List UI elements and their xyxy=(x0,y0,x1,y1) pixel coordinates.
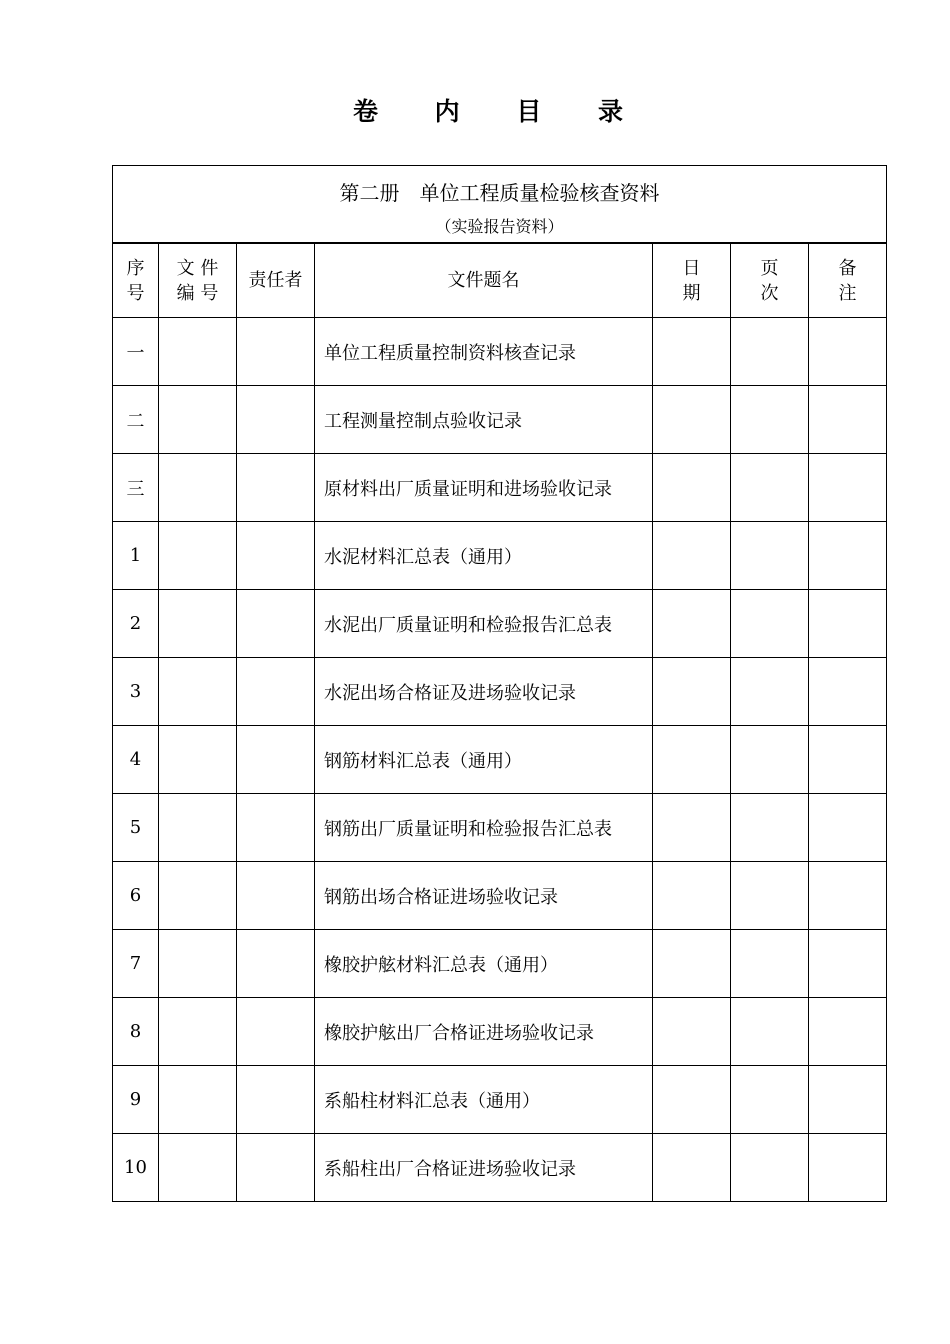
header-row xyxy=(113,243,887,318)
cell-title: 水泥出厂质量证明和检验报告汇总表 xyxy=(315,590,653,658)
table-row xyxy=(113,658,887,726)
cell-title: 水泥出场合格证及进场验收记录 xyxy=(315,658,653,726)
cell-date xyxy=(653,454,731,522)
cell-responsible xyxy=(237,386,315,454)
header-page-line1: 页 xyxy=(760,257,779,279)
cell-doc-no xyxy=(159,454,237,522)
cell-seq: 二 xyxy=(113,386,159,454)
cell-page xyxy=(731,658,809,726)
cell-title: 工程测量控制点验收记录 xyxy=(315,386,653,454)
cell-title: 钢筋出厂质量证明和检验报告汇总表 xyxy=(315,794,653,862)
cell-seq: 8 xyxy=(113,998,159,1066)
cell-title: 橡胶护舷材料汇总表（通用） xyxy=(315,930,653,998)
cell-responsible xyxy=(237,1066,315,1134)
cell-doc-no xyxy=(159,998,237,1066)
table-row xyxy=(113,726,887,794)
header-responsible: 责任者 xyxy=(237,243,315,318)
cell-responsible xyxy=(237,726,315,794)
cell-remark xyxy=(809,522,887,590)
cell-doc-no xyxy=(159,658,237,726)
cell-responsible xyxy=(237,318,315,386)
cell-responsible xyxy=(237,522,315,590)
cell-title: 原材料出厂质量证明和进场验收记录 xyxy=(315,454,653,522)
cell-remark xyxy=(809,318,887,386)
table-row xyxy=(113,1066,887,1134)
cell-remark xyxy=(809,454,887,522)
cell-responsible xyxy=(237,1134,315,1202)
table-row xyxy=(113,454,887,522)
header-remark-line1: 备 xyxy=(838,257,857,279)
cell-page xyxy=(731,930,809,998)
cell-doc-no xyxy=(159,318,237,386)
cell-page xyxy=(731,522,809,590)
cell-doc-no xyxy=(159,862,237,930)
cell-date xyxy=(653,726,731,794)
cell-remark xyxy=(809,726,887,794)
page-title: 卷 内 目 录 xyxy=(352,97,648,126)
header-date-line1: 日 xyxy=(682,257,701,279)
header-doc-no-line1: 文 件 xyxy=(176,257,219,279)
cell-page xyxy=(731,1134,809,1202)
cell-seq: 7 xyxy=(113,930,159,998)
cell-seq: 一 xyxy=(113,318,159,386)
table-row xyxy=(113,386,887,454)
cell-date xyxy=(653,998,731,1066)
table-row xyxy=(113,318,887,386)
cell-responsible xyxy=(237,998,315,1066)
cell-title: 钢筋出场合格证进场验收记录 xyxy=(315,862,653,930)
cell-page xyxy=(731,318,809,386)
table-row xyxy=(113,862,887,930)
cell-title: 钢筋材料汇总表（通用） xyxy=(315,726,653,794)
cell-responsible xyxy=(237,794,315,862)
cell-responsible xyxy=(237,590,315,658)
cell-doc-no xyxy=(159,794,237,862)
cell-date xyxy=(653,522,731,590)
cell-page xyxy=(731,862,809,930)
cell-remark xyxy=(809,794,887,862)
cell-doc-no xyxy=(159,386,237,454)
cell-date xyxy=(653,658,731,726)
cell-date xyxy=(653,1134,731,1202)
cell-page xyxy=(731,726,809,794)
table-row xyxy=(113,930,887,998)
cell-date xyxy=(653,590,731,658)
table-row xyxy=(113,522,887,590)
cell-remark xyxy=(809,862,887,930)
volume-subtitle: （实验报告资料） xyxy=(435,217,564,236)
cell-date xyxy=(653,386,731,454)
cell-seq: 3 xyxy=(113,658,159,726)
header-seq xyxy=(113,243,159,318)
cell-doc-no xyxy=(159,1066,237,1134)
cell-responsible xyxy=(237,658,315,726)
header-remark-line2: 注 xyxy=(838,282,857,304)
cell-responsible xyxy=(237,454,315,522)
cell-remark xyxy=(809,590,887,658)
header-remark xyxy=(809,243,887,318)
cell-title: 单位工程质量控制资料核查记录 xyxy=(315,318,653,386)
cell-seq: 1 xyxy=(113,522,159,590)
banner-cell xyxy=(113,166,887,244)
cell-page xyxy=(731,386,809,454)
cell-remark xyxy=(809,1066,887,1134)
cell-doc-no xyxy=(159,726,237,794)
cell-page xyxy=(731,794,809,862)
cell-title: 橡胶护舷出厂合格证进场验收记录 xyxy=(315,998,653,1066)
cell-seq: 6 xyxy=(113,862,159,930)
header-date-line2: 期 xyxy=(682,282,701,304)
cell-page xyxy=(731,454,809,522)
header-doc-no xyxy=(159,243,237,318)
cell-seq: 10 xyxy=(113,1134,159,1202)
banner-row xyxy=(113,166,887,244)
cell-date xyxy=(653,862,731,930)
header-title: 文件题名 xyxy=(315,243,653,318)
header-page-line2: 次 xyxy=(760,282,779,304)
cell-seq: 5 xyxy=(113,794,159,862)
cell-page xyxy=(731,590,809,658)
cell-remark xyxy=(809,930,887,998)
cell-remark xyxy=(809,386,887,454)
cell-responsible xyxy=(237,930,315,998)
catalog-table xyxy=(112,165,887,1202)
cell-date xyxy=(653,930,731,998)
cell-responsible xyxy=(237,862,315,930)
volume-title: 第二册 单位工程质量检验核查资料 xyxy=(339,181,660,205)
header-doc-no-line2: 编 号 xyxy=(176,282,219,304)
cell-remark xyxy=(809,1134,887,1202)
cell-doc-no xyxy=(159,1134,237,1202)
cell-seq: 2 xyxy=(113,590,159,658)
cell-title: 系船柱出厂合格证进场验收记录 xyxy=(315,1134,653,1202)
cell-doc-no xyxy=(159,930,237,998)
cell-title: 水泥材料汇总表（通用） xyxy=(315,522,653,590)
cell-date xyxy=(653,318,731,386)
cell-remark xyxy=(809,658,887,726)
header-seq-line1: 序 xyxy=(126,257,145,279)
cell-page xyxy=(731,998,809,1066)
table-row xyxy=(113,794,887,862)
cell-seq: 9 xyxy=(113,1066,159,1134)
cell-date xyxy=(653,1066,731,1134)
cell-remark xyxy=(809,998,887,1066)
cell-doc-no xyxy=(159,522,237,590)
header-seq-line2: 号 xyxy=(126,282,145,304)
table-row xyxy=(113,590,887,658)
table-row xyxy=(113,998,887,1066)
cell-page xyxy=(731,1066,809,1134)
cell-seq: 三 xyxy=(113,454,159,522)
cell-doc-no xyxy=(159,590,237,658)
header-page xyxy=(731,243,809,318)
table-row xyxy=(113,1134,887,1202)
cell-seq: 4 xyxy=(113,726,159,794)
cell-title: 系船柱材料汇总表（通用） xyxy=(315,1066,653,1134)
cell-date xyxy=(653,794,731,862)
header-date xyxy=(653,243,731,318)
